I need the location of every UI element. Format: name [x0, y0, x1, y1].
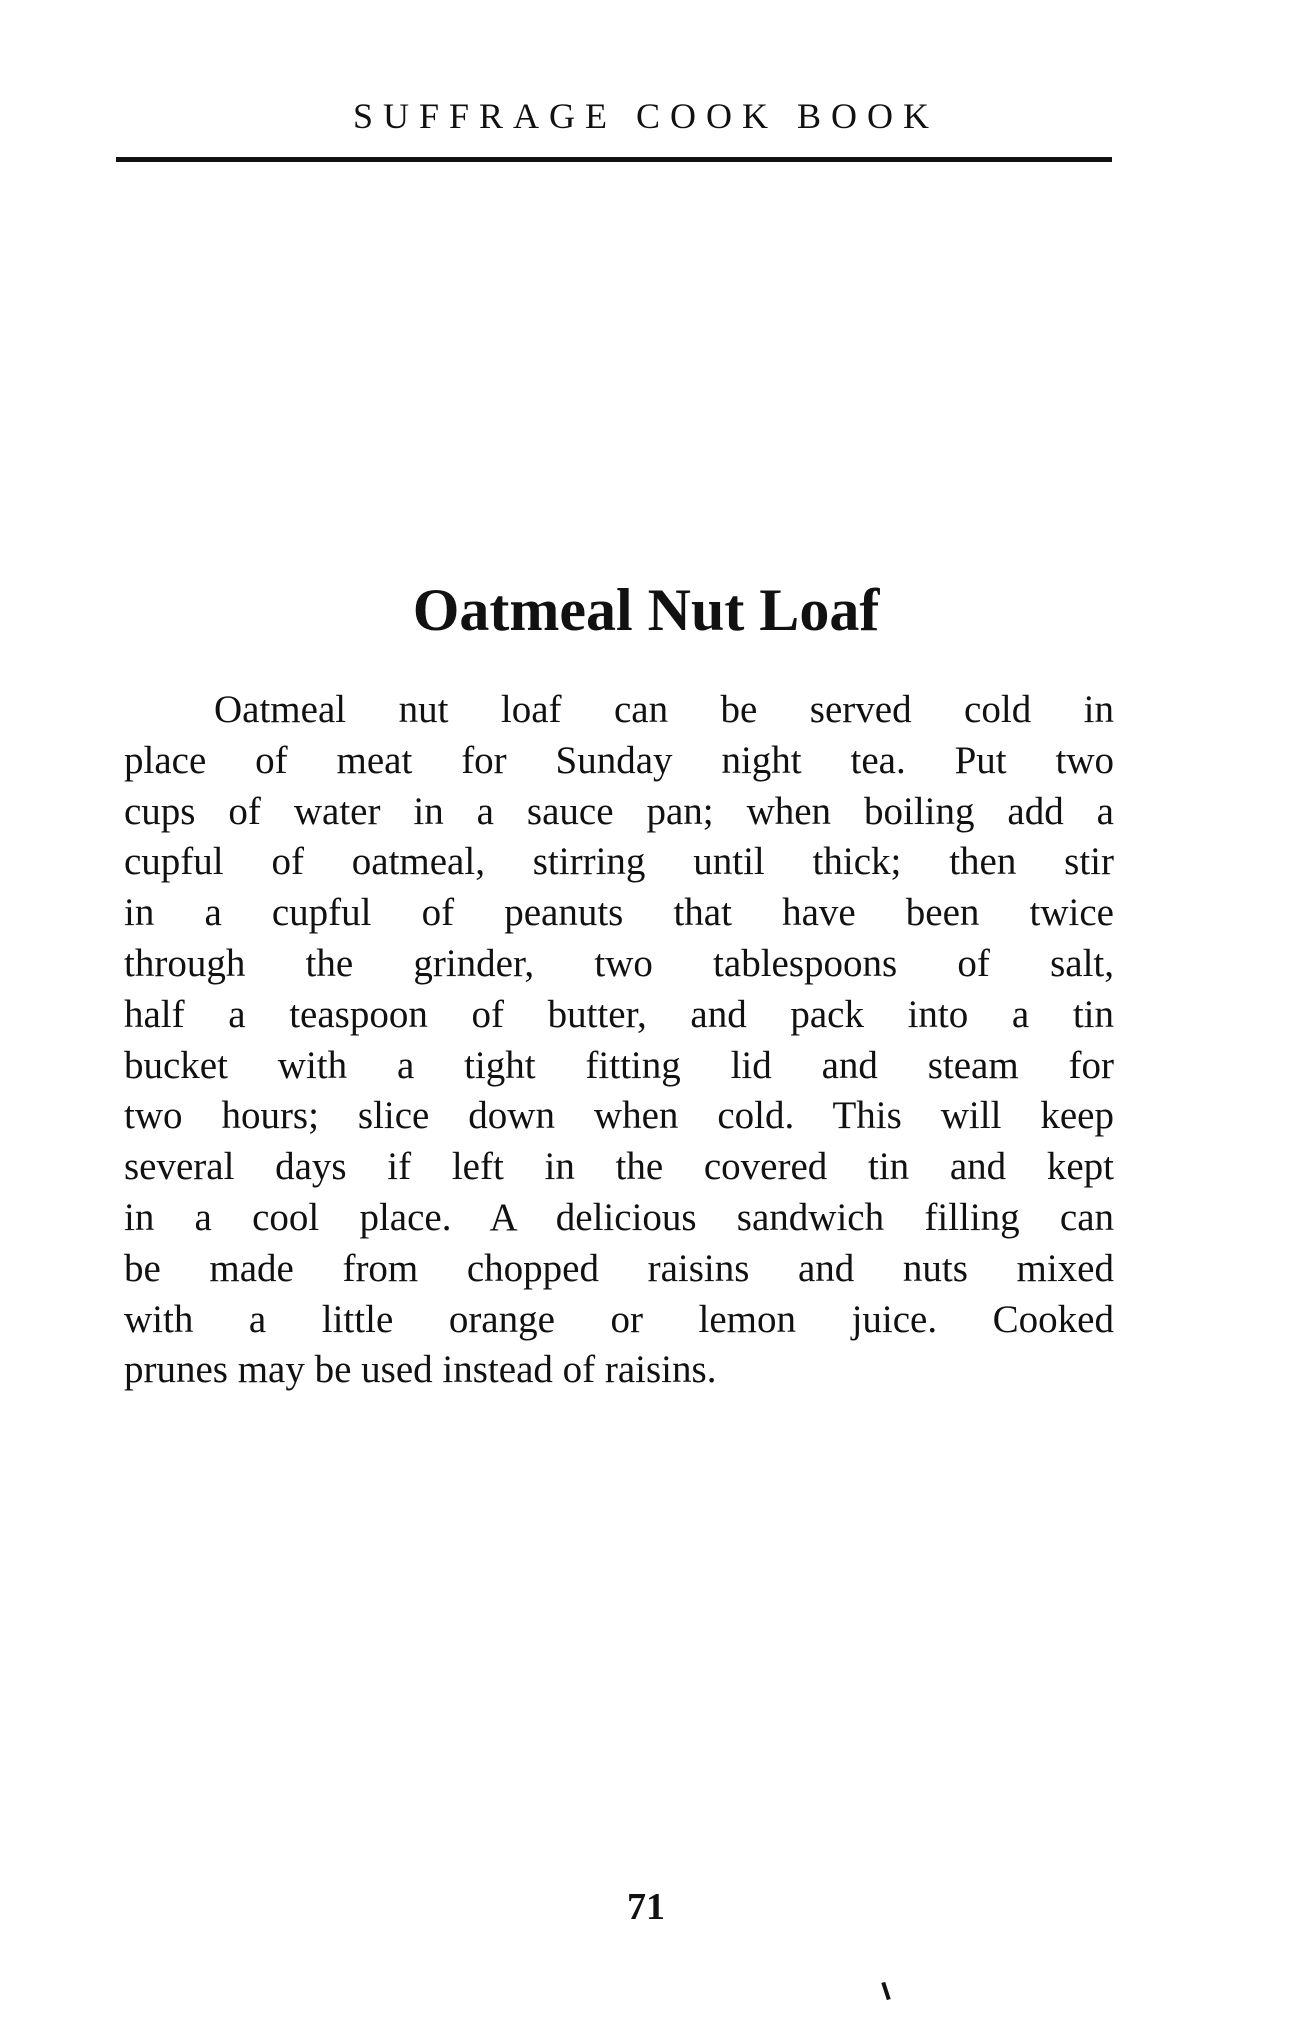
page-number: 71 — [627, 1886, 665, 1928]
recipe-line: with a little orange or lemon juice. Cooked — [124, 1297, 1114, 1341]
recipe-title: Oatmeal Nut Loaf — [412, 577, 880, 643]
recipe-line: place of meat for Sunday night tea. Put two — [124, 738, 1114, 782]
recipe-line: through the grinder, two tablespoons of salt, — [124, 941, 1114, 985]
recipe-line: half a teaspoon of butter, and pack into a tin — [124, 992, 1114, 1036]
recipe-line: be made from chopped raisins and nuts mixed — [124, 1246, 1114, 1290]
recipe-line: cupful of oatmeal, stirring until thick; then stir — [124, 840, 1114, 884]
recipe-line: cups of water in a sauce pan; when boiling add a — [124, 789, 1114, 833]
recipe-line: in a cool place. A delicious sandwich filling can — [124, 1195, 1114, 1239]
recipe-line: Oatmeal nut loaf can be served cold in — [214, 688, 1114, 731]
running-head: SUFFRAGE COOK BOOK — [352, 96, 940, 136]
recipe-line: prunes may be used instead of raisins. — [124, 1348, 717, 1392]
recipe-line: in a cupful of peanuts that have been twice — [124, 891, 1114, 935]
recipe-body — [124, 685, 1114, 1396]
recipe-line: two hours; slice down when cold. This will keep — [124, 1094, 1114, 1138]
ink-speck — [881, 1982, 890, 2000]
recipe-line: bucket with a tight fitting lid and steam for — [124, 1043, 1114, 1087]
header-rule — [116, 157, 1112, 162]
recipe-line: several days if left in the covered tin and kept — [124, 1145, 1114, 1189]
